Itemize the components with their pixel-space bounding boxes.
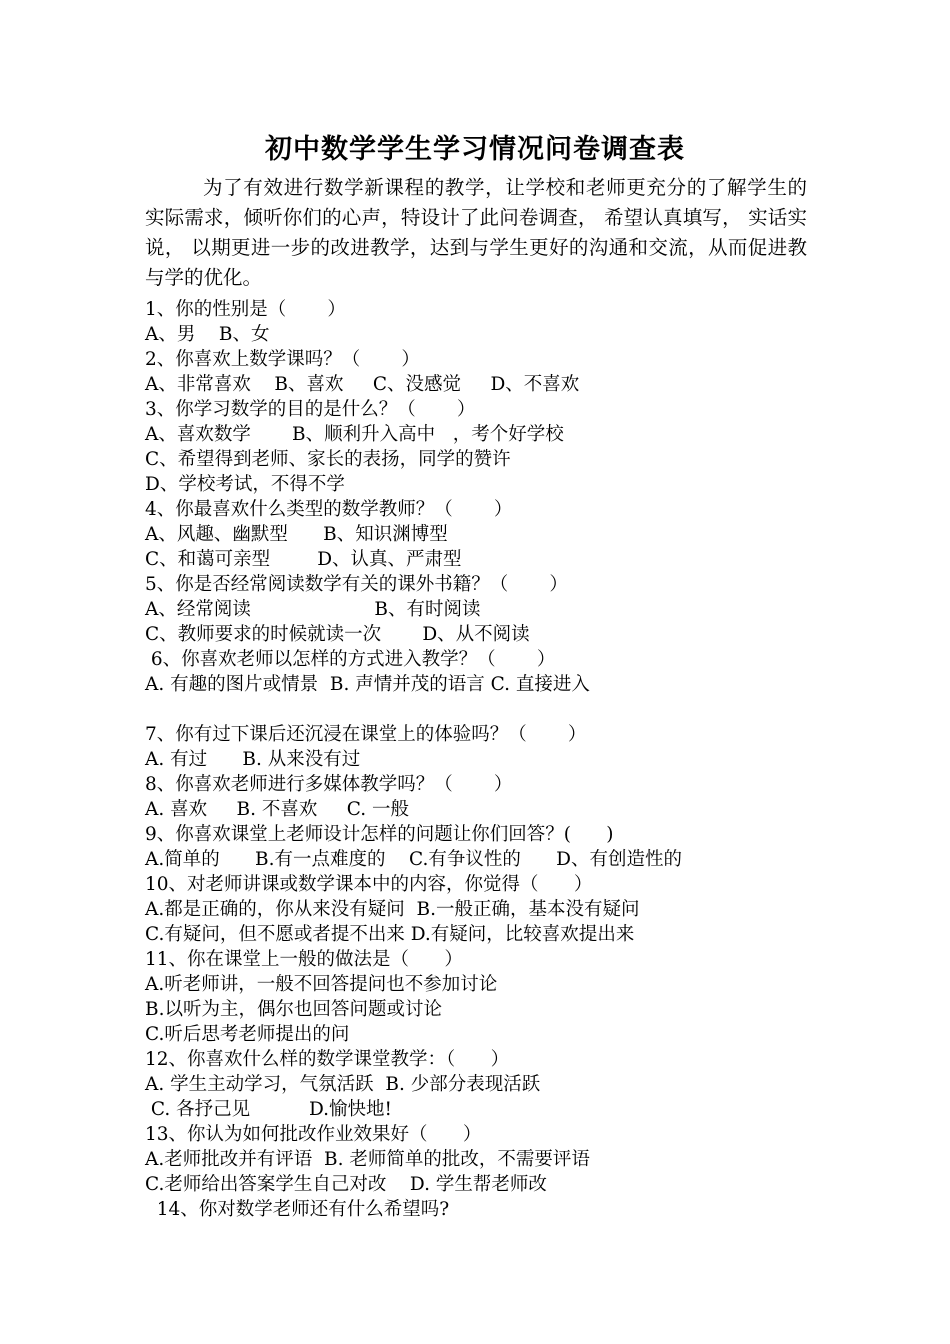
question-5: 5、你是否经常阅读数学有关的课外书籍？（ ） bbox=[145, 574, 568, 595]
question-10: 10、对老师讲课或数学课本中的内容，你觉得（ ） bbox=[145, 874, 593, 895]
options-10-ab: A.都是正确的，你从来没有疑问 B.一般正确，基本没有疑问 bbox=[145, 899, 640, 920]
question-9: 9、你喜欢课堂上老师设计怎样的问题让你们回答？( ) bbox=[145, 824, 614, 845]
options-10-cd: C.有疑问，但不愿或者提不出来 D.有疑问，比较喜欢提出来 bbox=[145, 924, 635, 945]
options-4-ab: A、风趣、幽默型 B、知识渊博型 bbox=[145, 524, 448, 545]
question-13: 13、你认为如何批改作业效果好（ ） bbox=[145, 1124, 482, 1145]
question-6: 6、你喜欢老师以怎样的方式进入教学？（ ） bbox=[145, 649, 556, 670]
question-1: 1、你的性别是（ ） bbox=[145, 299, 346, 320]
options-8: A. 喜欢 B. 不喜欢 C. 一般 bbox=[145, 799, 410, 820]
question-4: 4、你最喜欢什么类型的数学教师？（ ） bbox=[145, 499, 513, 520]
options-13-cd: C.老师给出答案学生自己对改 D. 学生帮老师改 bbox=[145, 1174, 547, 1195]
options-4-cd: C、和蔼可亲型 D、认真、严肃型 bbox=[145, 549, 462, 570]
options-12-ab: A. 学生主动学习，气氛活跃 B. 少部分表现活跃 bbox=[145, 1074, 541, 1095]
options-11-a: A.听老师讲，一般不回答提问也不参加讨论 bbox=[145, 974, 498, 995]
question-11: 11、你在课堂上一般的做法是（ ） bbox=[145, 949, 463, 970]
options-7: A. 有过 B. 从来没有过 bbox=[145, 749, 361, 770]
question-12: 12、你喜欢什么样的数学课堂教学：（ ） bbox=[145, 1049, 510, 1070]
options-1: A、男 B、女 bbox=[145, 324, 270, 345]
question-8: 8、你喜欢老师进行多媒体教学吗？（ ） bbox=[145, 774, 513, 795]
options-3-c: C、希望得到老师、家长的表扬，同学的赞许 bbox=[145, 449, 511, 470]
question-14: 14、你对数学老师还有什么希望吗? bbox=[145, 1199, 450, 1220]
question-3: 3、你学习数学的目的是什么？（ ） bbox=[145, 399, 476, 420]
options-2: A、非常喜欢 B、喜欢 C、没感觉 D、不喜欢 bbox=[145, 374, 580, 395]
options-11-c: C.听后思考老师提出的问 bbox=[145, 1024, 350, 1045]
options-13-ab: A.老师批改并有评语 B. 老师简单的批改，不需要评语 bbox=[145, 1149, 590, 1170]
options-12-cd: C. 各抒己见 D.愉快地! bbox=[145, 1099, 392, 1120]
options-3-ab: A、喜欢数学 B、顺利升入高中 ，考个好学校 bbox=[145, 424, 564, 445]
options-5-ab: A、经常阅读 B、有时阅读 bbox=[145, 599, 481, 620]
options-3-d: D、学校考试，不得不学 bbox=[145, 474, 345, 495]
options-5-cd: C、教师要求的时候就读一次 D、从不阅读 bbox=[145, 624, 530, 645]
options-9: A.简单的 B.有一点难度的 C.有争议性的 D、有创造性的 bbox=[145, 849, 683, 870]
options-6: A. 有趣的图片或情景 B. 声情并茂的语言 C. 直接进入 bbox=[145, 674, 590, 695]
options-11-b: B.以听为主，偶尔也回答问题或讨论 bbox=[145, 999, 442, 1020]
question-7: 7、你有过下课后还沉浸在课堂上的体验吗？（ ） bbox=[145, 724, 587, 745]
intro-text: 为了有效进行数学新课程的教学，让学校和老师更充分的了解学生的实际需求，倾听你们的心声，特设计了此问卷调查， 希望认真填写， 实话实说， 以期更进一步的改进教学，达到与学生更好的沟通和交流，从而促进教与学的优化。 bbox=[145, 176, 807, 289]
document-title: 初中数学学生学习情况问卷调查表 bbox=[265, 134, 685, 165]
intro-paragraph bbox=[145, 173, 807, 293]
question-2: 2、你喜欢上数学课吗？（ ） bbox=[145, 349, 420, 370]
